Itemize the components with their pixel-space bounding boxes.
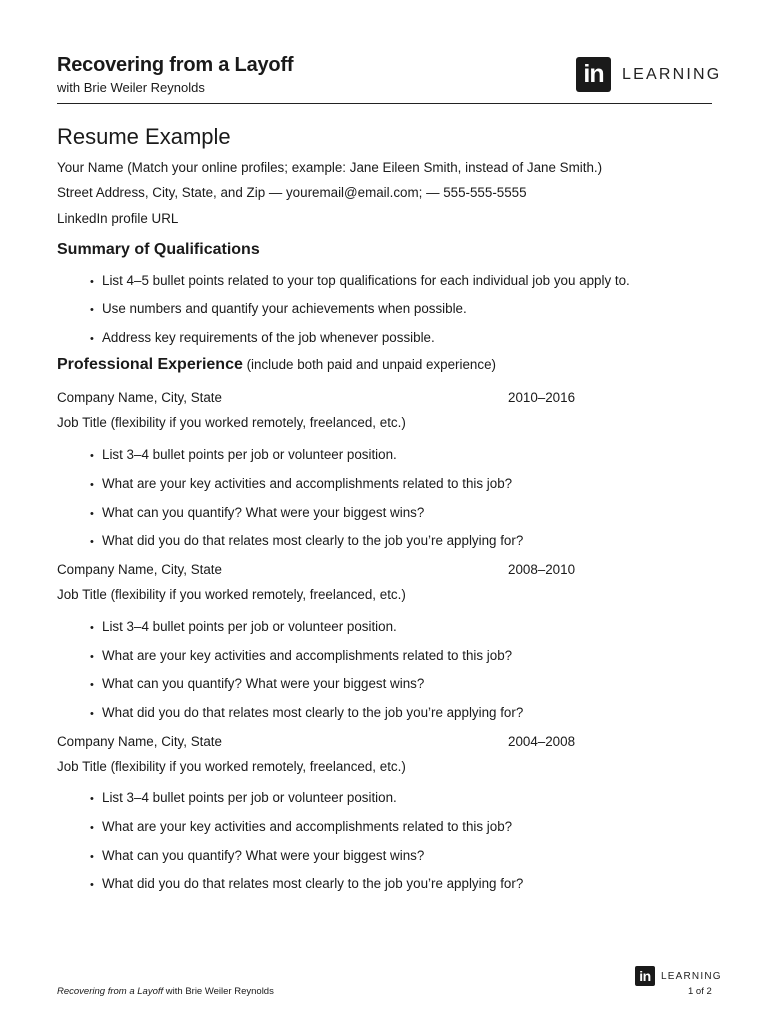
job-title: Job Title (flexibility if you worked remotely, freelanced, etc.) [57, 587, 406, 602]
job-dates: 2008–2010 [508, 562, 576, 577]
contact-linkedin: LinkedIn profile URL [57, 211, 179, 226]
job-bullet: • What are your key activities and accomplishments related to this job? [90, 819, 513, 834]
bullet-icon: • [90, 304, 94, 316]
course-title: Recovering from a Layoff [57, 54, 294, 76]
bullet-icon: • [90, 679, 94, 691]
experience-note: (include both paid and unpaid experience) [242, 357, 496, 372]
job-dates: 2010–2016 [508, 390, 576, 405]
job-bullet: • What can you quantify? What were your biggest wins? [90, 848, 425, 863]
job-bullet: • What can you quantify? What were your biggest wins? [90, 505, 425, 520]
experience-heading: Professional Experience (include both paid and unpaid experience) [57, 356, 496, 373]
header-divider [57, 103, 712, 104]
bullet-icon: • [90, 622, 94, 634]
job-title: Job Title (flexibility if you worked remotely, freelanced, etc.) [57, 759, 406, 774]
summary-bullet: • Use numbers and quantify your achievements when possible. [90, 301, 467, 316]
job-company: Company Name, City, State [57, 734, 222, 749]
job-bullet: • List 3–4 bullet points per job or volunteer position. [90, 790, 397, 805]
summary-heading: Summary of Qualifications [57, 241, 260, 258]
bullet-icon: • [90, 479, 94, 491]
bullet-icon: • [90, 508, 94, 520]
job-bullet: • List 3–4 bullet points per job or volunteer position. [90, 619, 397, 634]
bullet-icon: • [90, 822, 94, 834]
job-company: Company Name, City, State [57, 390, 222, 405]
contact-name: Your Name (Match your online profiles; example: Jane Eileen Smith, instead of Jane Smith.) [57, 160, 603, 175]
bullet-icon: • [90, 450, 94, 462]
job-bullet: • What did you do that relates most clearly to the job you’re applying for? [90, 876, 524, 891]
bullet-icon: • [90, 333, 94, 345]
job-bullet: • What are your key activities and accomplishments related to this job? [90, 648, 513, 663]
linkedin-in-icon: in [576, 57, 611, 92]
job-bullet: • What did you do that relates most clearly to the job you’re applying for? [90, 705, 524, 720]
bullet-icon: • [90, 879, 94, 891]
bullet-icon: • [90, 536, 94, 548]
bullet-icon: • [90, 793, 94, 805]
job-dates: 2004–2008 [508, 734, 576, 749]
summary-bullet: • List 4–5 bullet points related to your top qualifications for each individual job you apply to. [90, 273, 630, 288]
footer-logo [635, 966, 722, 986]
bullet-icon: • [90, 708, 94, 720]
linkedin-in-icon: in [635, 966, 655, 986]
job-bullet: • What can you quantify? What were your biggest wins? [90, 676, 425, 691]
linkedin-learning-logo [576, 57, 721, 92]
course-author: with Brie Weiler Reynolds [57, 80, 205, 95]
job-bullet: • What did you do that relates most clearly to the job you’re applying for? [90, 533, 524, 548]
document-heading: Resume Example [57, 124, 231, 149]
bullet-icon: • [90, 851, 94, 863]
contact-address: Street Address, City, State, and Zip — youremail@email.com; — 555-555-5555 [57, 185, 527, 200]
page-number: 1 of 2 [688, 986, 712, 997]
job-bullet: • List 3–4 bullet points per job or volunteer position. [90, 447, 397, 462]
logo-wordmark: LEARNING [622, 65, 722, 83]
logo-wordmark: LEARNING [661, 970, 722, 982]
bullet-icon: • [90, 651, 94, 663]
footer-course: Recovering from a Layoff with Brie Weiler Reynolds [57, 986, 274, 997]
job-bullet: • What are your key activities and accomplishments related to this job? [90, 476, 513, 491]
bullet-icon: • [90, 276, 94, 288]
job-company: Company Name, City, State [57, 562, 222, 577]
summary-bullet: • Address key requirements of the job whenever possible. [90, 330, 435, 345]
job-title: Job Title (flexibility if you worked remotely, freelanced, etc.) [57, 415, 406, 430]
